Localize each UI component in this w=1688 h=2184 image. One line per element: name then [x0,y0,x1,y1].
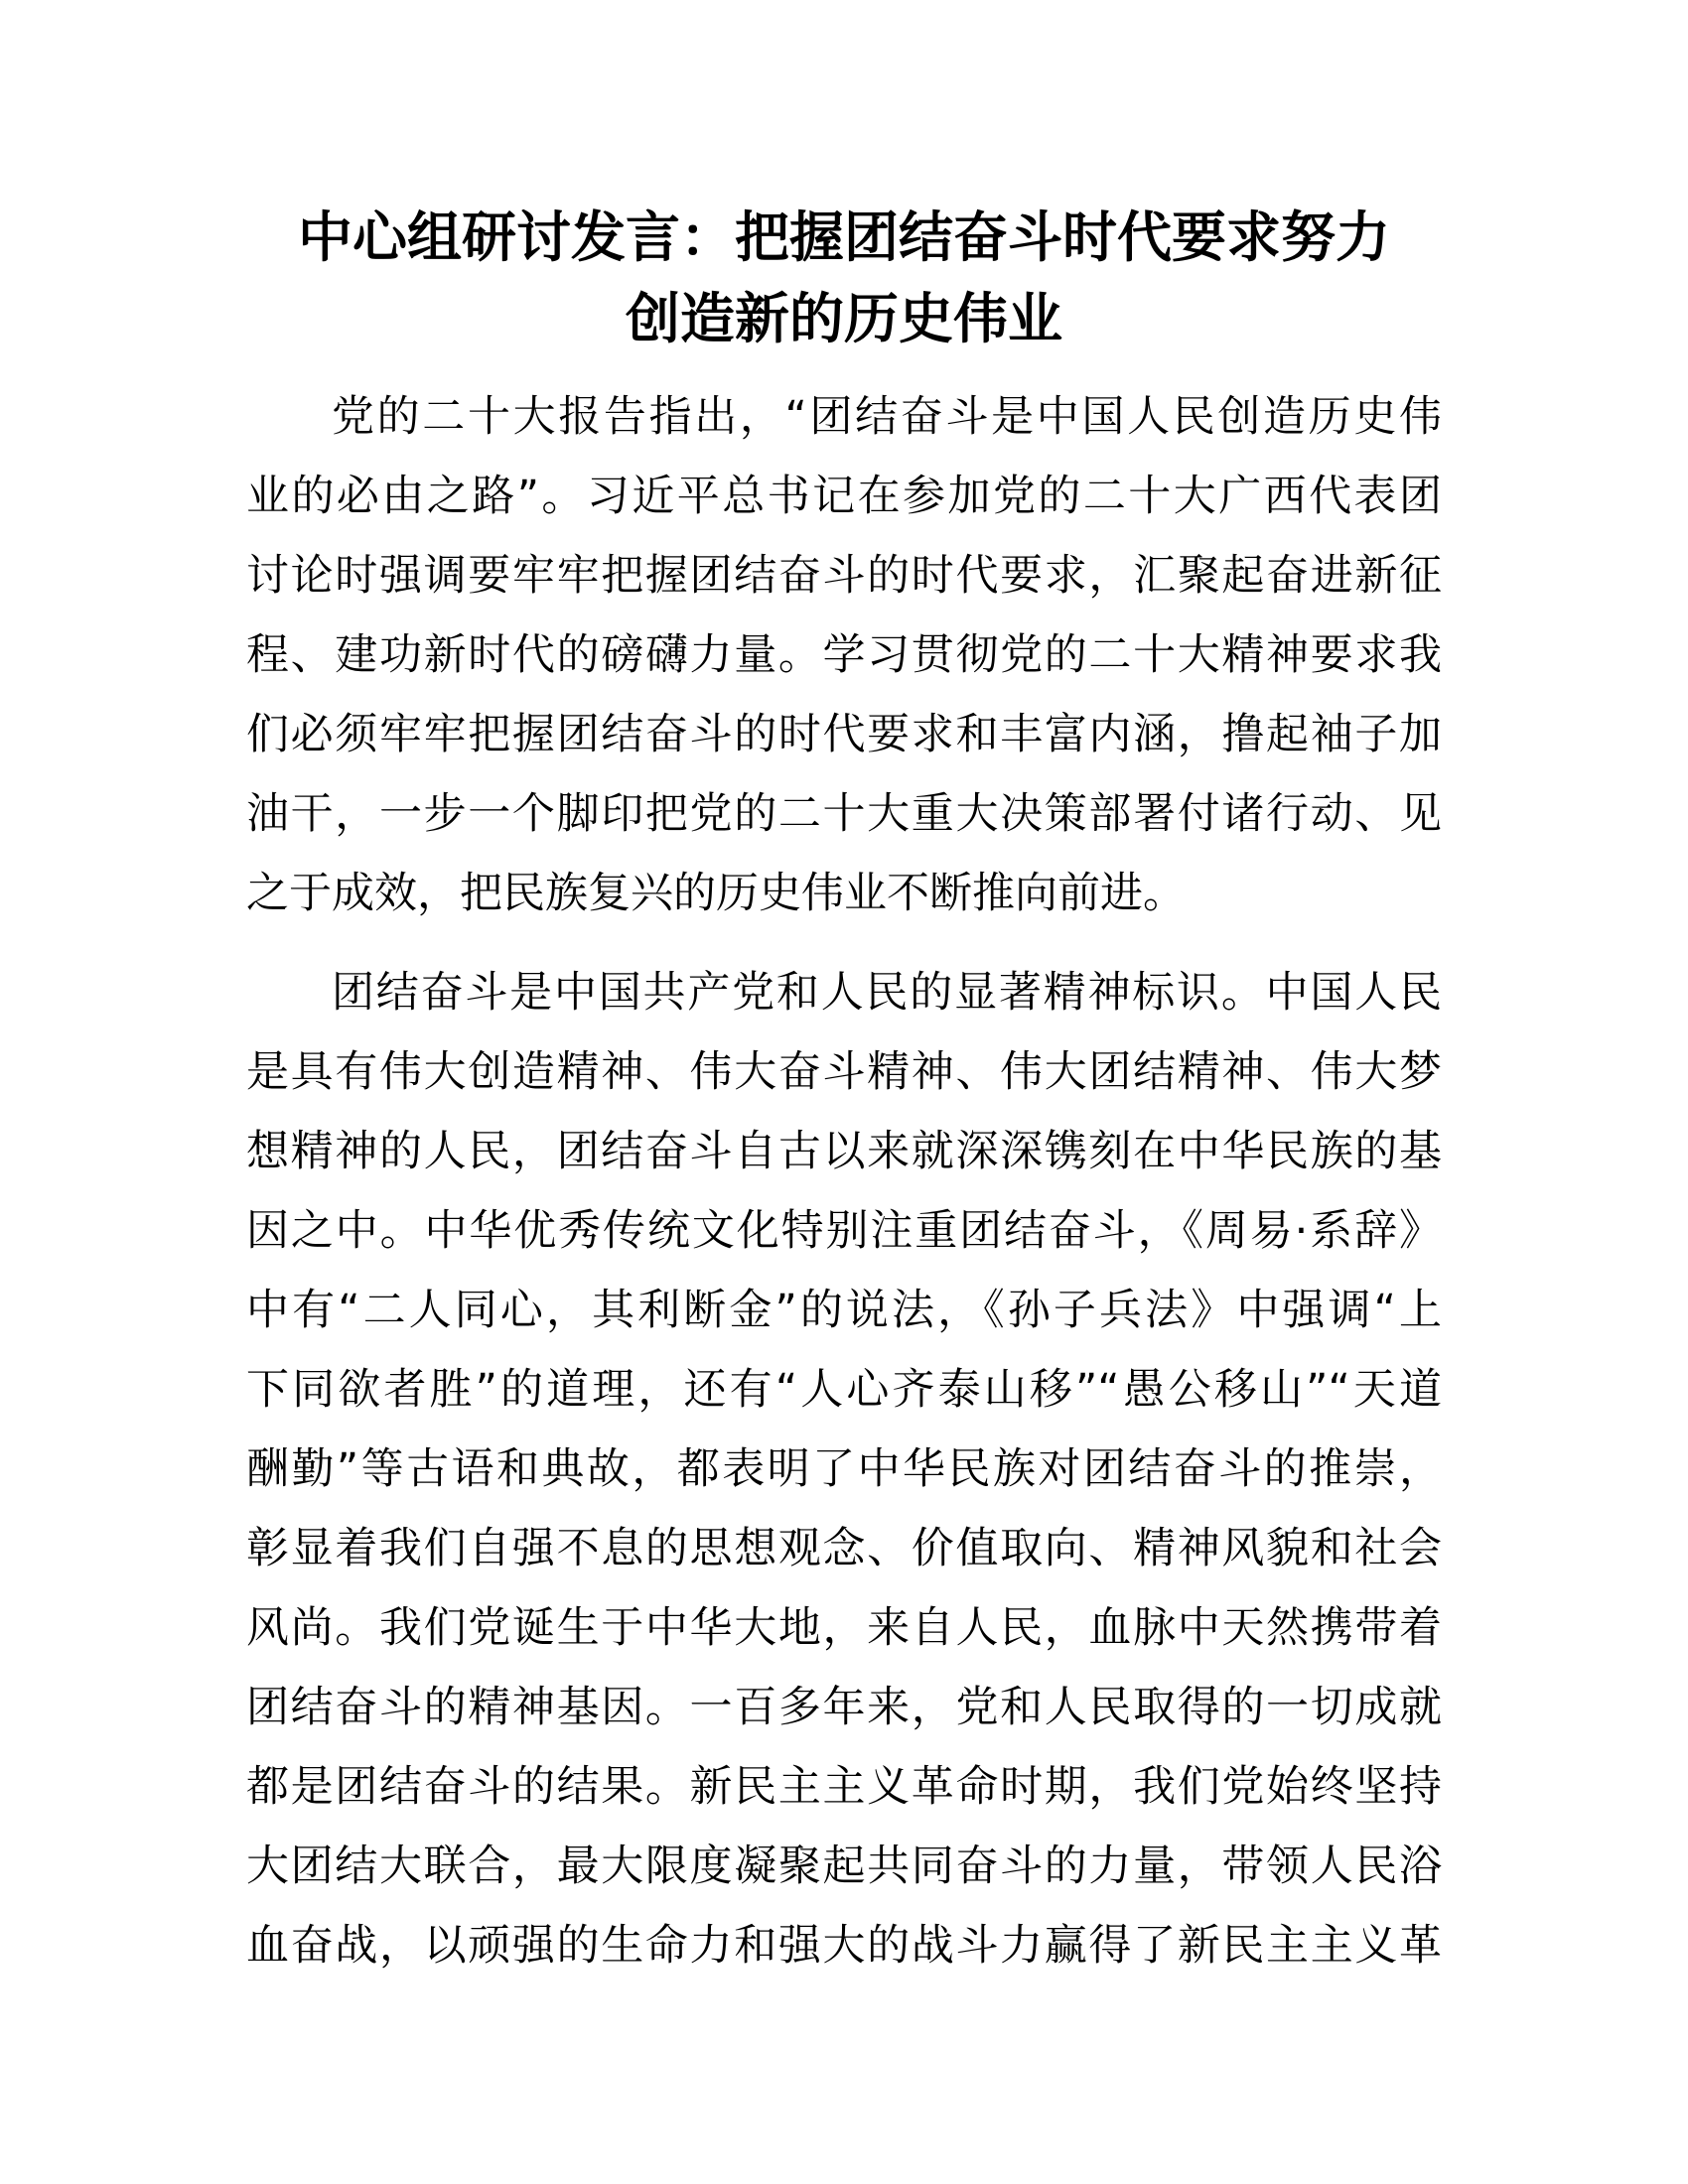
paragraph-line: 们必须牢牢把握团结奋斗的时代要求和丰富内涵，撸起袖子加 [246,710,1442,759]
paragraph-2 [246,953,1442,1985]
paragraph-line: 团结奋斗是中国共产党和人民的显著精神标识。中国人民 [332,968,1442,1018]
paragraph-line: 彰显着我们自强不息的思想观念、价值取向、精神风貌和社会 [246,1524,1442,1573]
paragraph-line: 想精神的人民，团结奋斗自古以来就深深镌刻在中华民族的基 [246,1127,1442,1176]
paragraph-1 [246,377,1442,933]
paragraph-line: 党的二十大报告指出，“团结奋斗是中国人民创造历史伟 [332,392,1442,442]
paragraph-line: 讨论时强调要牢牢把握团结奋斗的时代要求，汇聚起奋进新征 [246,551,1442,601]
paragraph-line: 酬勤”等古语和典故，都表明了中华民族对团结奋斗的推崇， [246,1444,1442,1494]
paragraph-line: 中有“二人同心，其利断金”的说法，《孙子兵法》中强调“上 [246,1286,1442,1335]
paragraph-line: 因之中。中华优秀传统文化特别注重团结奋斗，《周易·系辞》 [246,1206,1442,1256]
paragraph-line: 大团结大联合，最大限度凝聚起共同奋斗的力量，带领人民浴 [246,1842,1442,1891]
paragraph-line: 之于成效，把民族复兴的历史伟业不断推向前进。 [246,869,1186,918]
paragraph-line: 都是团结奋斗的结果。新民主主义革命时期，我们党始终坚持 [246,1762,1442,1812]
document-title [238,197,1450,359]
paragraph-line: 下同欲者胜”的道理，还有“人心齐泰山移”“愚公移山”“天道 [246,1365,1442,1415]
paragraph-line: 风尚。我们党诞生于中华大地，来自人民，血脉中天然携带着 [246,1603,1442,1653]
paragraph-line: 业的必由之路”。习近平总书记在参加党的二十大广西代表团 [246,472,1442,521]
paragraph-line: 程、建功新时代的磅礴力量。学习贯彻党的二十大精神要求我 [246,630,1442,680]
title-line-2: 创造新的历史伟业 [625,287,1062,350]
document-body [246,377,1442,1985]
title-line-1: 中心组研讨发言：把握团结奋斗时代要求努力 [297,205,1390,269]
paragraph-line: 血奋战，以顽强的生命力和强大的战斗力赢得了新民主主义革 [246,1921,1442,1971]
paragraph-line: 油干，一步一个脚印把党的二十大重大决策部署付诸行动、见 [246,789,1442,839]
paragraph-line: 是具有伟大创造精神、伟大奋斗精神、伟大团结精神、伟大梦 [246,1047,1442,1097]
paragraph-line: 团结奋斗的精神基因。一百多年来，党和人民取得的一切成就 [246,1683,1442,1732]
